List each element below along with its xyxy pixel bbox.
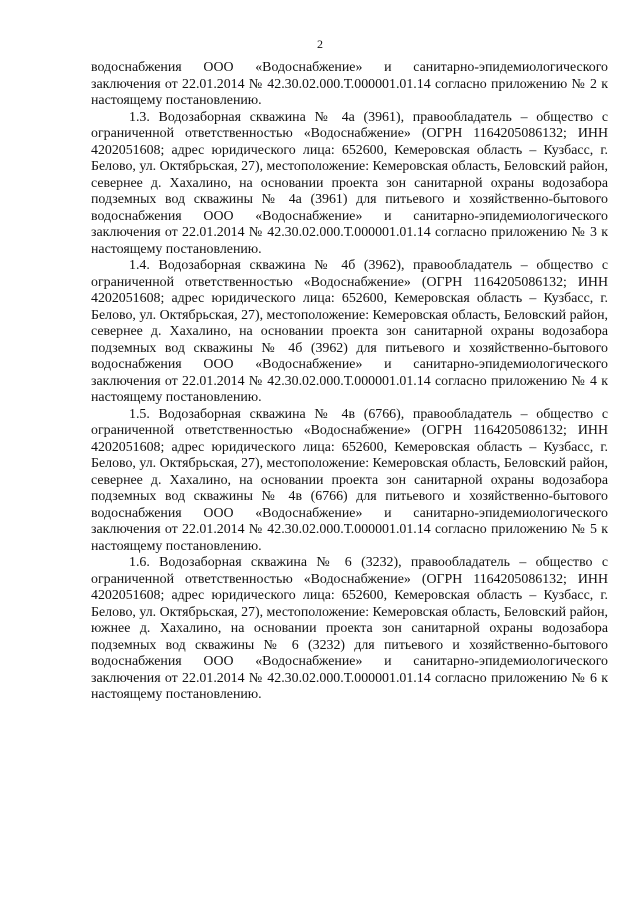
paragraph-item-1-4: 1.4. Водозаборная скважина № 4б (3962), правообладатель – общество с ограниченной ответственностью «Водоснабжение» (ОГРН 1164205086132; ИНН 4202051608; адрес юридического лица: 652600, Кемеровская область – Кузбасс, г. Белово, ул. Октябрьская, 27), местоположение: Кемеровская область, Беловский район, севернее д. Хахалино, на основании проекта зон санитарной охраны водозабора подземных вод скважины № 4б (3962) для питьевого и хозяйственно-бытового водоснабжения ООО «Водоснабжение» и санитарно-эпидемиологического заключения от 22.01.2014 № 42.30.02.000.Т.000001.01.14 согласно приложению № 4 к настоящему постановлению.: [91, 258, 608, 405]
paragraph-continuation: водоснабжения ООО «Водоснабжение» и санитарно-эпидемиологического заключения от 22.01.2014 № 42.30.02.000.Т.000001.01.14 согласно приложению № 2 к настоящему постановлению.: [91, 60, 608, 108]
document-body: [91, 60, 608, 704]
page-number: 2: [317, 37, 323, 51]
paragraph-item-1-6: 1.6. Водозаборная скважина № 6 (3232), правообладатель – общество с ограниченной ответственностью «Водоснабжение» (ОГРН 1164205086132; ИНН 4202051608; адрес юридического лица: 652600, Кемеровская область – Кузбасс, г. Белово, ул. Октябрьская, 27), местоположение: Кемеровская область, Беловский район, южнее д. Хахалино, на основании проекта зон санитарной охраны водозабора подземных вод скважины № 6 (3232) для питьевого и хозяйственно-бытового водоснабжения ООО «Водоснабжение» и санитарно-эпидемиологического заключения от 22.01.2014 № 42.30.02.000.Т.000001.01.14 согласно приложению № 6 к настоящему постановлению.: [91, 555, 608, 702]
paragraph-item-1-5: 1.5. Водозаборная скважина № 4в (6766), правообладатель – общество с ограниченной ответственностью «Водоснабжение» (ОГРН 1164205086132; ИНН 4202051608; адрес юридического лица: 652600, Кемеровская область – Кузбасс, г. Белово, ул. Октябрьская, 27), местоположение: Кемеровская область, Беловский район, севернее д. Хахалино, на основании проекта зон санитарной охраны водозабора подземных вод скважины № 4в (6766) для питьевого и хозяйственно-бытового водоснабжения ООО «Водоснабжение» и санитарно-эпидемиологического заключения от 22.01.2014 № 42.30.02.000.Т.000001.01.14 согласно приложению № 5 к настоящему постановлению.: [91, 406, 608, 554]
paragraph-item-1-3: 1.3. Водозаборная скважина № 4а (3961), правообладатель – общество с ограниченной ответственностью «Водоснабжение» (ОГРН 1164205086132; ИНН 4202051608; адрес юридического лица: 652600, Кемеровская область – Кузбасс, г. Белово, ул. Октябрьская, 27), местоположение: Кемеровская область, Беловский район, севернее д. Хахалино, на основании проекта зон санитарной охраны водозабора подземных вод скважины № 4а (3961) для питьевого и хозяйственно-бытового водоснабжения ООО «Водоснабжение» и санитарно-эпидемиологического заключения от 22.01.2014 № 42.30.02.000.Т.000001.01.14 согласно приложению № 3 к настоящему постановлению.: [91, 109, 608, 257]
